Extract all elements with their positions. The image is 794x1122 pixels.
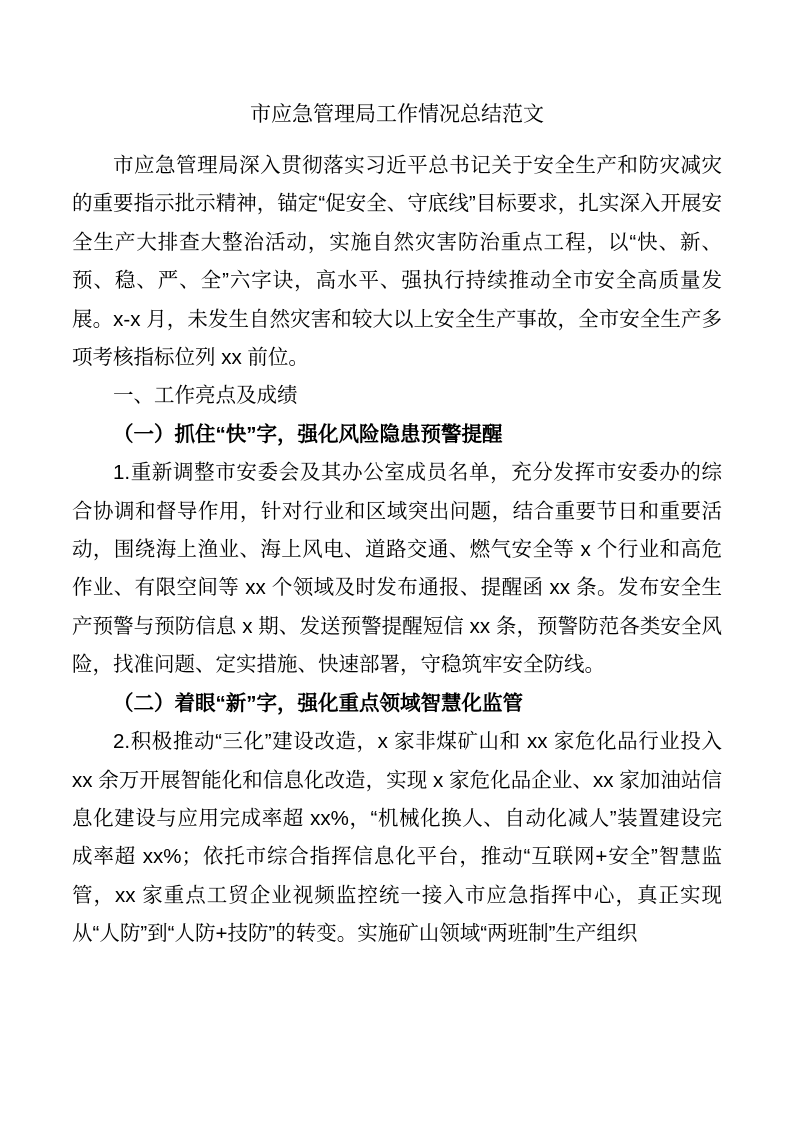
paragraph-item-1: 1.重新调整市安委会及其办公室成员名单，充分发挥市安委办的综合协调和督导作用，针对行业和区域突出问题，结合重要节日和重要活动，围绕海上渔业、海上风电、道路交通、燃气安全等 x 个行业和高危作业、有限空间等 xx 个领域及时发布通报、提醒函 xx 条。发布安全生产预警与预防信息 x 期、发送预警提醒短信 xx 条，预警防范各类安全风险，找准问题、定实措施、快速部署，守稳筑牢安全防线。 [72, 461, 722, 677]
paragraph-item-2: 2.积极推动“三化”建设改造，x 家非煤矿山和 xx 家危化品行业投入 xx 余万开展智能化和信息化改造，实现 x 家危化品企业、xx 家加油站信息化建设与应用完成率超 xx%，“机械化换人、自动化减人”装置建设完成率超 xx%；依托市综合指挥信息化平台，推动“互联网+安全”智慧监管，xx 家重点工贸企业视频监控统一接入市应急指挥中心，真正实现从“人防”到“人防+技防”的转变。实施矿山领域“两班制”生产组织 [72, 730, 722, 946]
subsection-heading-2-new: （二）着眼“新”字，强化重点领域智慧化监管 [113, 691, 523, 715]
document-title: 市应急管理局工作情况总结范文 [250, 103, 544, 126]
section-heading-work-highlights: 一、工作亮点及成绩 [113, 384, 298, 408]
subsection-heading-1-fast: （一）抓住“快”字，强化风险隐患预警提醒 [113, 422, 503, 446]
paragraph-intro: 市应急管理局深入贯彻落实习近平总书记关于安全生产和防灾减灾的重要指示批示精神，锚定“促安全、守底线”目标要求，扎实深入开展安全生产大排查大整治活动，实施自然灾害防治重点工程，以“快、新、预、稳、严、全”六字诀，高水平、强执行持续推动全市安全高质量发展。x-x 月，未发生自然灾害和较大以上安全生产事故，全市安全生产多项考核指标位列 xx 前位。 [72, 154, 722, 370]
